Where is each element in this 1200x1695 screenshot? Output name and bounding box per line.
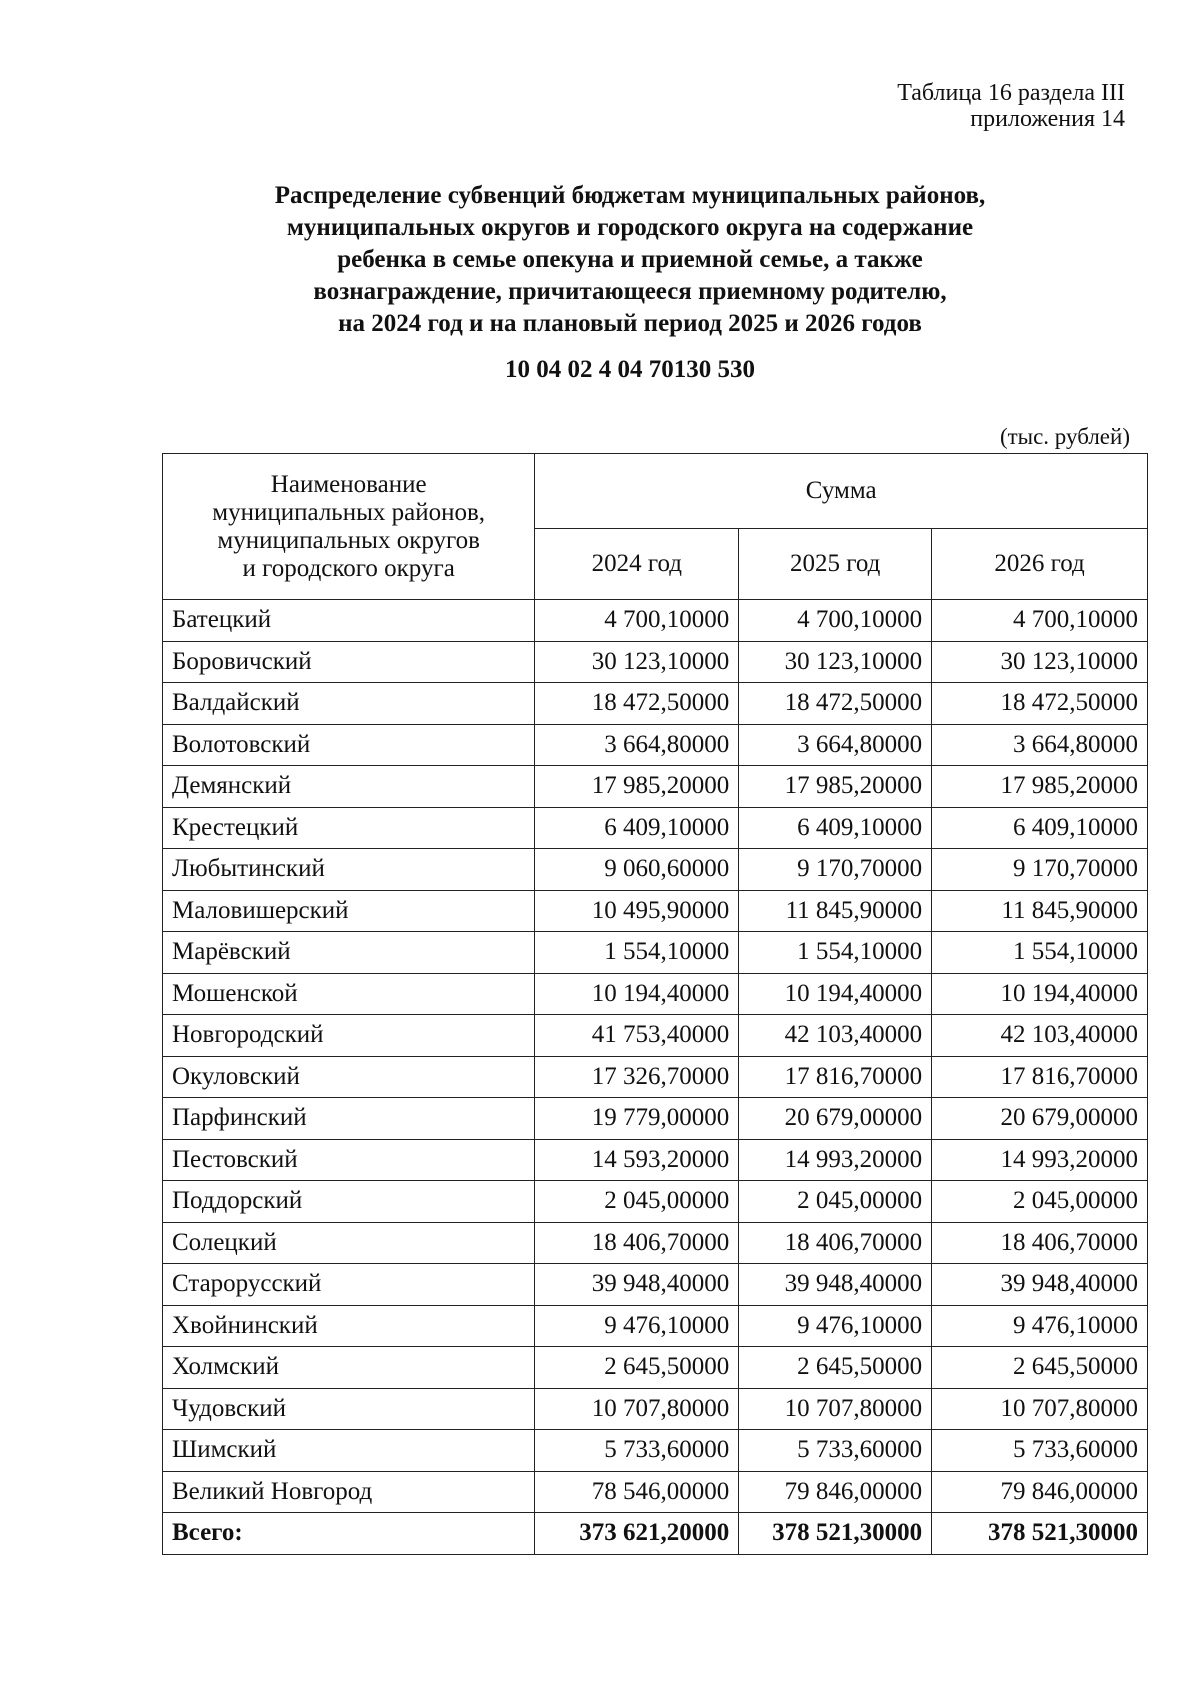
column-header-2026: 2026 год: [932, 529, 1148, 600]
row-name: Окуловский: [163, 1056, 535, 1098]
row-name: Батецкий: [163, 600, 535, 642]
table-reference-line-1: Таблица 16 раздела III: [897, 80, 1125, 106]
value-2024: 10 495,90000: [535, 890, 739, 932]
title-line-5: на 2024 год и на плановый период 2025 и 2026 годов: [338, 310, 922, 337]
value-2024: 4 700,10000: [535, 600, 739, 642]
table-row: [163, 1430, 1148, 1472]
budget-classification-code: 10 04 02 4 04 70130 530: [505, 356, 755, 383]
value-2024: 9 060,60000: [535, 849, 739, 891]
value-2026: 14 993,20000: [932, 1139, 1148, 1181]
value-2026: 10 194,40000: [932, 973, 1148, 1015]
column-header-2024: 2024 год: [535, 529, 739, 600]
table-row: [163, 683, 1148, 725]
table-row: [163, 890, 1148, 932]
value-2025: 30 123,10000: [739, 641, 932, 683]
row-name: Марёвский: [163, 932, 535, 974]
table-row: [163, 766, 1148, 808]
value-2026: 18 406,70000: [932, 1222, 1148, 1264]
value-2024: 41 753,40000: [535, 1015, 739, 1057]
total-2026: 378 521,30000: [932, 1513, 1148, 1555]
value-2026: 17 816,70000: [932, 1056, 1148, 1098]
value-2026: 5 733,60000: [932, 1430, 1148, 1472]
value-2024: 3 664,80000: [535, 724, 739, 766]
row-name: Крестецкий: [163, 807, 535, 849]
value-2024: 9 476,10000: [535, 1305, 739, 1347]
value-2025: 9 476,10000: [739, 1305, 932, 1347]
total-row: [163, 1513, 1148, 1555]
table-row: [163, 1139, 1148, 1181]
value-2024: 17 326,70000: [535, 1056, 739, 1098]
table-row: [163, 641, 1148, 683]
row-name: Солецкий: [163, 1222, 535, 1264]
row-name: Боровичский: [163, 641, 535, 683]
value-2024: 39 948,40000: [535, 1264, 739, 1306]
value-2025: 10 707,80000: [739, 1388, 932, 1430]
value-2025: 42 103,40000: [739, 1015, 932, 1057]
table-row: [163, 1264, 1148, 1306]
value-2025: 17 816,70000: [739, 1056, 932, 1098]
value-2026: 3 664,80000: [932, 724, 1148, 766]
table-body: [163, 600, 1148, 1555]
subsidy-table: [162, 453, 1148, 1555]
title-line-1: Распределение субвенций бюджетам муниципальных районов,: [274, 182, 986, 209]
value-2025: 4 700,10000: [739, 600, 932, 642]
row-name: Старорусский: [163, 1264, 535, 1306]
value-2025: 17 985,20000: [739, 766, 932, 808]
row-name: Поддорский: [163, 1181, 535, 1223]
value-2025: 5 733,60000: [739, 1430, 932, 1472]
value-2026: 6 409,10000: [932, 807, 1148, 849]
title-line-2: муниципальных округов и городского округа на содержание: [286, 214, 974, 241]
title-line-3: ребенка в семье опекуна и приемной семье, а также: [337, 246, 923, 273]
value-2025: 11 845,90000: [739, 890, 932, 932]
table-row: [163, 1222, 1148, 1264]
units-label: (тыс. рублей): [999, 424, 1130, 449]
value-2024: 6 409,10000: [535, 807, 739, 849]
value-2026: 9 170,70000: [932, 849, 1148, 891]
table-row: [163, 1015, 1148, 1057]
value-2025: 18 406,70000: [739, 1222, 932, 1264]
total-label: Всего:: [163, 1513, 535, 1555]
value-2026: 79 846,00000: [932, 1471, 1148, 1513]
value-2026: 9 476,10000: [932, 1305, 1148, 1347]
row-name: Маловишерский: [163, 890, 535, 932]
value-2026: 17 985,20000: [932, 766, 1148, 808]
value-2024: 1 554,10000: [535, 932, 739, 974]
value-2026: 10 707,80000: [932, 1388, 1148, 1430]
table-reference: [897, 80, 1125, 132]
value-2026: 4 700,10000: [932, 600, 1148, 642]
value-2025: 9 170,70000: [739, 849, 932, 891]
row-name: Парфинский: [163, 1098, 535, 1140]
value-2024: 10 194,40000: [535, 973, 739, 1015]
value-2024: 10 707,80000: [535, 1388, 739, 1430]
row-name: Пестовский: [163, 1139, 535, 1181]
table-row: [163, 1471, 1148, 1513]
value-2025: 1 554,10000: [739, 932, 932, 974]
row-name: Холмский: [163, 1347, 535, 1389]
value-2026: 18 472,50000: [932, 683, 1148, 725]
table-row: [163, 724, 1148, 766]
value-2024: 17 985,20000: [535, 766, 739, 808]
value-2024: 30 123,10000: [535, 641, 739, 683]
total-2024: 373 621,20000: [535, 1513, 739, 1555]
value-2025: 10 194,40000: [739, 973, 932, 1015]
table-row: [163, 1056, 1148, 1098]
value-2025: 20 679,00000: [739, 1098, 932, 1140]
row-name: Демянский: [163, 766, 535, 808]
value-2026: 42 103,40000: [932, 1015, 1148, 1057]
value-2026: 11 845,90000: [932, 890, 1148, 932]
table-row: [163, 973, 1148, 1015]
row-name: Чудовский: [163, 1388, 535, 1430]
table-row: [163, 1347, 1148, 1389]
row-name: Новгородский: [163, 1015, 535, 1057]
row-name: Шимский: [163, 1430, 535, 1472]
table-row: [163, 849, 1148, 891]
row-name: Великий Новгород: [163, 1471, 535, 1513]
value-2024: 19 779,00000: [535, 1098, 739, 1140]
value-2025: 79 846,00000: [739, 1471, 932, 1513]
table-reference-line-2: приложения 14: [970, 106, 1125, 132]
value-2025: 39 948,40000: [739, 1264, 932, 1306]
total-2025: 378 521,30000: [739, 1513, 932, 1555]
value-2026: 2 645,50000: [932, 1347, 1148, 1389]
column-header-name: Наименование муниципальных районов, муниципальных округов и городского округа: [163, 454, 535, 600]
value-2026: 2 045,00000: [932, 1181, 1148, 1223]
row-name: Волотовский: [163, 724, 535, 766]
value-2024: 5 733,60000: [535, 1430, 739, 1472]
value-2024: 2 045,00000: [535, 1181, 739, 1223]
value-2024: 18 406,70000: [535, 1222, 739, 1264]
value-2024: 78 546,00000: [535, 1471, 739, 1513]
table-row: [163, 807, 1148, 849]
column-header-sum: Сумма: [535, 454, 1148, 529]
table-row: [163, 1098, 1148, 1140]
value-2025: 6 409,10000: [739, 807, 932, 849]
value-2025: 2 645,50000: [739, 1347, 932, 1389]
row-name: Валдайский: [163, 683, 535, 725]
value-2026: 20 679,00000: [932, 1098, 1148, 1140]
table-row: [163, 932, 1148, 974]
value-2025: 2 045,00000: [739, 1181, 932, 1223]
value-2025: 3 664,80000: [739, 724, 932, 766]
value-2026: 1 554,10000: [932, 932, 1148, 974]
value-2024: 2 645,50000: [535, 1347, 739, 1389]
row-name: Любытинский: [163, 849, 535, 891]
value-2026: 39 948,40000: [932, 1264, 1148, 1306]
value-2024: 14 593,20000: [535, 1139, 739, 1181]
table-row: [163, 600, 1148, 642]
row-name: Мошенской: [163, 973, 535, 1015]
table-row: [163, 1181, 1148, 1223]
value-2025: 14 993,20000: [739, 1139, 932, 1181]
value-2026: 30 123,10000: [932, 641, 1148, 683]
value-2025: 18 472,50000: [739, 683, 932, 725]
table-row: [163, 1388, 1148, 1430]
value-2024: 18 472,50000: [535, 683, 739, 725]
table-row: [163, 1305, 1148, 1347]
column-header-2025: 2025 год: [739, 529, 932, 600]
document-title: [150, 180, 1110, 340]
row-name: Хвойнинский: [163, 1305, 535, 1347]
title-line-4: вознаграждение, причитающееся приемному родителю,: [313, 278, 947, 305]
